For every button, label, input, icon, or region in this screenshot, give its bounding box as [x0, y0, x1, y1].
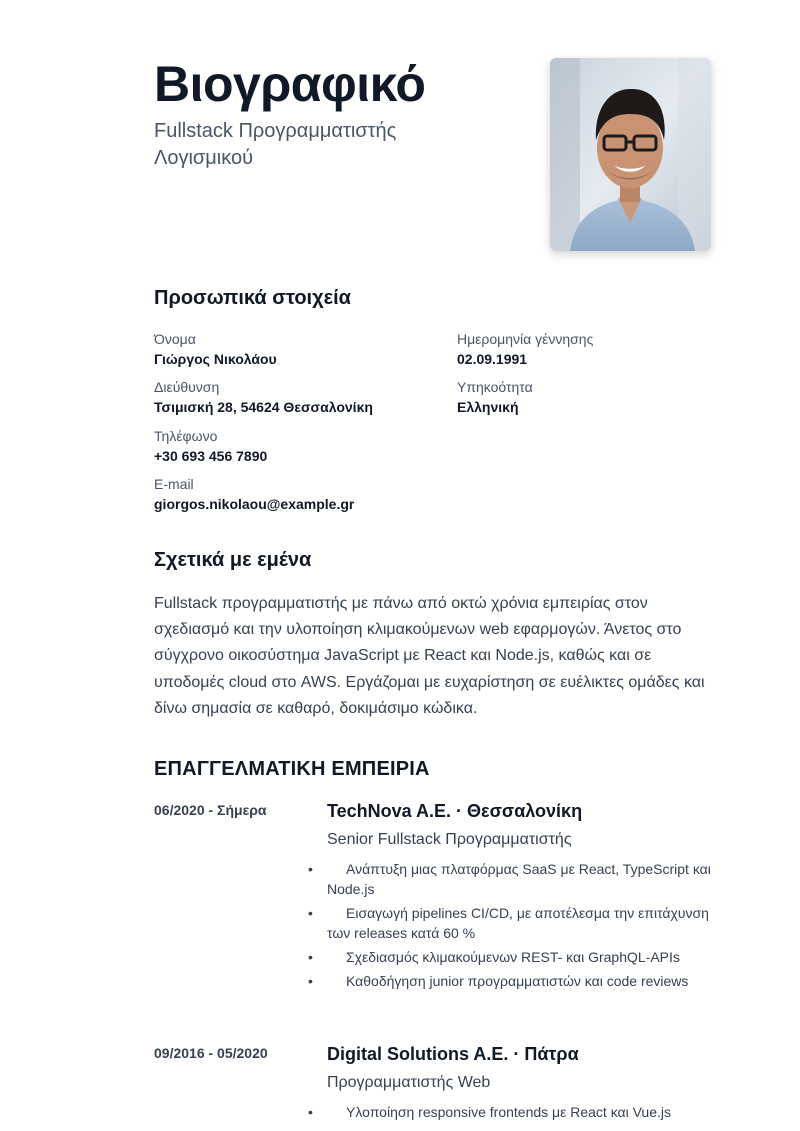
- page-title: Βιογραφικό: [154, 56, 426, 112]
- cv-header: [154, 56, 534, 172]
- job-details: [327, 799, 712, 995]
- job-role: Senior Fullstack Προγραμματιστής: [327, 831, 572, 848]
- bullet-text: Καθοδήγηση junior προγραμματιστών και code reviews: [346, 973, 689, 989]
- job-role: Προγραμματιστής Web: [327, 1074, 491, 1091]
- list-item: [327, 971, 712, 991]
- field-nationality: [457, 378, 533, 417]
- field-value: Τσιμισκή 28, 54624 Θεσσαλονίκη: [154, 399, 373, 415]
- about-heading: Σχετικά με εμένα: [154, 549, 312, 571]
- about-text: Fullstack προγραμματιστής με πάνω από οκτώ χρόνια εμπειρίας στον σχεδιασμό και την υλοποίηση κλιμακούμενων web εφαρμογών. Άνετος στο σύγχρονο οικοσύστημα JavaScript με React και Node.js, καθώς και σε υποδομές cloud στο AWS. Εργάζομαι με ευχαρίστηση σε ευέλικτες ομάδες και δίνω σημασία σε καθαρό, δοκιμάσιμο κώδικα.: [154, 595, 705, 717]
- field-value: Ελληνική: [457, 399, 519, 415]
- job-bullets: [327, 859, 712, 991]
- job-bullets: [327, 1102, 712, 1122]
- personal-info-heading: Προσωπικά στοιχεία: [154, 287, 351, 309]
- list-item: [327, 947, 712, 967]
- field-label: E-mail: [154, 476, 194, 492]
- field-address: [154, 378, 373, 417]
- bullet-text: Σχεδιασμός κλιμακούμενων REST- και GraphQL-APIs: [346, 949, 680, 965]
- field-birthdate: [457, 330, 593, 369]
- field-email: [154, 475, 354, 514]
- job-company: Digital Solutions A.E. · Πάτρα: [327, 1044, 579, 1064]
- experience-heading: ΕΠΑΓΓΕΛΜΑΤΙΚΗ ΕΜΠΕΙΡΙΑ: [154, 758, 430, 780]
- field-value: +30 693 456 7890: [154, 448, 268, 464]
- field-value: 02.09.1991: [457, 351, 528, 367]
- field-label: Υπηκοότητα: [457, 379, 533, 395]
- job-date: 09/2016 - 05/2020: [154, 1045, 268, 1061]
- job-title-subtitle: Fullstack Προγραμματιστής Λογισμικού: [154, 120, 397, 169]
- field-value: Γιώργος Νικολάου: [154, 351, 277, 367]
- bullet-text: Υλοποίηση responsive frontends με React και Vue.js: [346, 1104, 672, 1120]
- profile-photo: [550, 58, 711, 251]
- field-label: Τηλέφωνο: [154, 428, 218, 444]
- field-name: [154, 330, 277, 369]
- cv-page: [154, 0, 712, 1131]
- field-label: Όνομα: [154, 331, 196, 347]
- field-value: giorgos.nikolaou@example.gr: [154, 496, 355, 512]
- field-label: Ημερομηνία γέννησης: [457, 331, 594, 347]
- job-details: [327, 1042, 712, 1126]
- field-label: Διεύθυνση: [154, 379, 220, 395]
- list-item: [327, 1102, 712, 1122]
- list-item: [327, 903, 712, 943]
- list-item: [327, 859, 712, 899]
- job-company: TechNova A.E. · Θεσσαλονίκη: [327, 801, 583, 821]
- bullet-text: Ανάπτυξη μιας πλατφόρμας SaaS με React, TypeScript και Node.js: [327, 861, 711, 897]
- bullet-text: Εισαγωγή pipelines CI/CD, με αποτέλεσμα την επιτάχυνση των releases κατά 60 %: [327, 905, 709, 941]
- field-phone: [154, 427, 267, 466]
- job-date: 06/2020 - Σήμερα: [154, 802, 267, 818]
